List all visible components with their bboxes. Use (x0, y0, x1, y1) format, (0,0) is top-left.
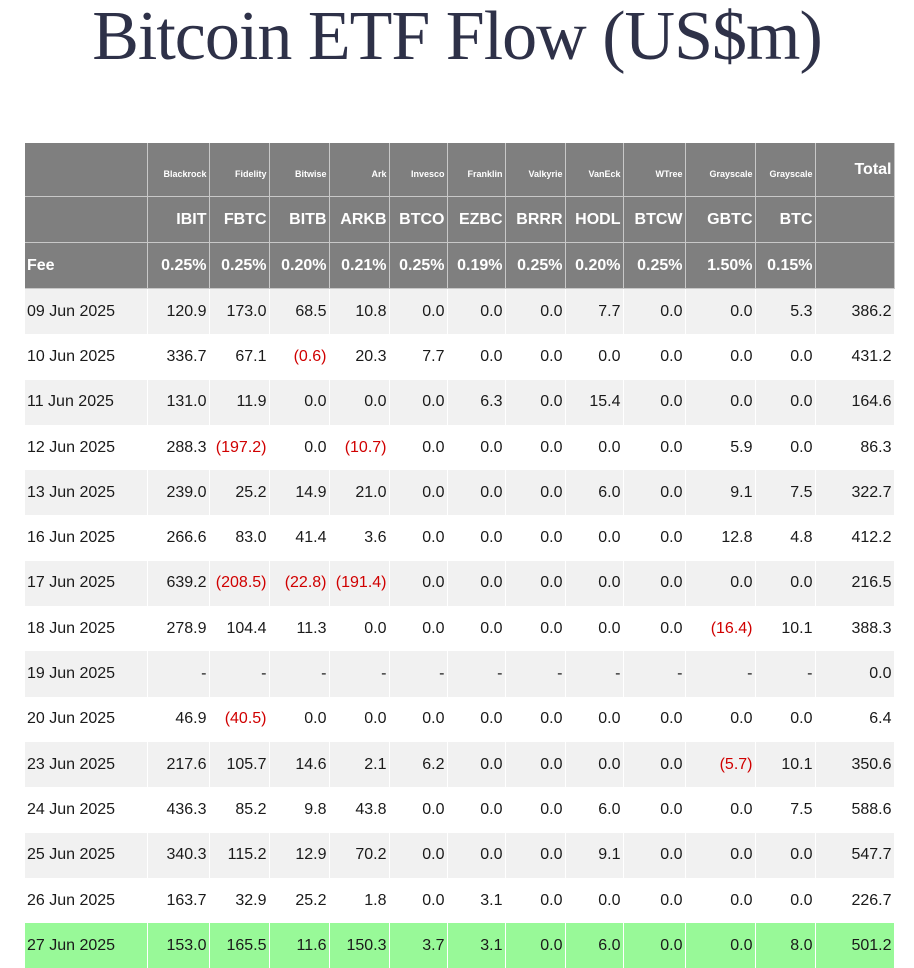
flow-value-cell: 288.3 (147, 425, 209, 470)
ticker-header: BITB (269, 197, 329, 243)
flow-value-cell: 0.0 (623, 787, 685, 832)
flow-value-cell: 0.0 (623, 923, 685, 968)
provider-header: Franklin (447, 143, 505, 197)
row-total: 501.2 (815, 923, 894, 968)
flow-value-cell: 0.0 (447, 470, 505, 515)
fee-total-cell (815, 243, 894, 289)
flow-value-cell: 0.0 (505, 289, 565, 335)
fee-cell: 0.25% (505, 243, 565, 289)
row-total: 216.5 (815, 561, 894, 606)
row-total: 0.0 (815, 651, 894, 696)
row-date: 19 Jun 2025 (25, 651, 147, 696)
flow-value-cell: 0.0 (447, 697, 505, 742)
flow-value-cell: 0.0 (389, 697, 447, 742)
flow-value-cell: 0.0 (389, 833, 447, 878)
flow-value-cell: 0.0 (447, 742, 505, 787)
flow-value-cell: 3.6 (329, 515, 389, 560)
ticker-header: HODL (565, 197, 623, 243)
row-date: 16 Jun 2025 (25, 515, 147, 560)
flow-value-cell: 0.0 (685, 380, 755, 425)
provider-header: Blackrock (147, 143, 209, 197)
flow-value-cell: 336.7 (147, 334, 209, 379)
row-date: 11 Jun 2025 (25, 380, 147, 425)
flow-value-cell: 9.1 (565, 833, 623, 878)
flow-value-cell: 0.0 (685, 289, 755, 335)
flow-value-cell: - (389, 651, 447, 696)
provider-header: Fidelity (209, 143, 269, 197)
flow-value-cell: 0.0 (269, 380, 329, 425)
flow-value-cell: 32.9 (209, 878, 269, 923)
ticker-header: EZBC (447, 197, 505, 243)
flow-value-cell: 15.4 (565, 380, 623, 425)
row-date: 20 Jun 2025 (25, 697, 147, 742)
row-total: 588.6 (815, 787, 894, 832)
flow-value-cell: 6.0 (565, 787, 623, 832)
ticker-header: BTC (755, 197, 815, 243)
ticker-header: BRRR (505, 197, 565, 243)
row-date: 23 Jun 2025 (25, 742, 147, 787)
flow-value-cell: 0.0 (623, 606, 685, 651)
flow-value-cell: 41.4 (269, 515, 329, 560)
flow-value-cell: 0.0 (505, 561, 565, 606)
row-date: 26 Jun 2025 (25, 878, 147, 923)
flow-value-cell: - (209, 651, 269, 696)
table-row (25, 651, 894, 696)
flow-value-cell: 7.7 (389, 334, 447, 379)
flow-value-cell: (22.8) (269, 561, 329, 606)
row-date: 09 Jun 2025 (25, 289, 147, 335)
fee-cell: 0.25% (389, 243, 447, 289)
flow-value-cell: 0.0 (447, 425, 505, 470)
flow-value-cell: 0.0 (685, 923, 755, 968)
flow-value-cell: 0.0 (623, 289, 685, 335)
flow-value-cell: 0.0 (447, 561, 505, 606)
provider-row (25, 143, 894, 197)
flow-value-cell: 83.0 (209, 515, 269, 560)
row-date: 10 Jun 2025 (25, 334, 147, 379)
flow-value-cell: 0.0 (505, 787, 565, 832)
flow-value-cell: 0.0 (269, 425, 329, 470)
flow-value-cell: - (755, 651, 815, 696)
flow-value-cell: 278.9 (147, 606, 209, 651)
ticker-header: ARKB (329, 197, 389, 243)
table-row (25, 606, 894, 651)
provider-header: VanEck (565, 143, 623, 197)
flow-value-cell: 0.0 (505, 334, 565, 379)
row-total: 164.6 (815, 380, 894, 425)
flow-value-cell: 0.0 (565, 878, 623, 923)
row-date: 18 Jun 2025 (25, 606, 147, 651)
flow-value-cell: 0.0 (389, 425, 447, 470)
provider-header: Invesco (389, 143, 447, 197)
flow-value-cell: 104.4 (209, 606, 269, 651)
flow-value-cell: (208.5) (209, 561, 269, 606)
flow-value-cell: 0.0 (623, 334, 685, 379)
flow-value-cell: 0.0 (505, 425, 565, 470)
flow-value-cell: 0.0 (685, 833, 755, 878)
flow-value-cell: 11.3 (269, 606, 329, 651)
table-row (25, 742, 894, 787)
row-total: 386.2 (815, 289, 894, 335)
flow-value-cell: (5.7) (685, 742, 755, 787)
flow-value-cell: 7.5 (755, 470, 815, 515)
row-date: 24 Jun 2025 (25, 787, 147, 832)
flow-value-cell: 67.1 (209, 334, 269, 379)
flow-value-cell: 6.0 (565, 923, 623, 968)
flow-value-cell: 6.0 (565, 470, 623, 515)
total-header: Total (815, 143, 894, 197)
flow-value-cell: 0.0 (623, 515, 685, 560)
flow-value-cell: 0.0 (447, 334, 505, 379)
fee-cell: 0.20% (565, 243, 623, 289)
flow-value-cell: (0.6) (269, 334, 329, 379)
flow-value-cell: 0.0 (389, 470, 447, 515)
flow-value-cell: 3.7 (389, 923, 447, 968)
flow-value-cell: 10.1 (755, 606, 815, 651)
ticker-header: GBTC (685, 197, 755, 243)
flow-value-cell: 8.0 (755, 923, 815, 968)
flow-value-cell: 0.0 (755, 380, 815, 425)
fee-cell: 0.25% (209, 243, 269, 289)
table-row (25, 787, 894, 832)
provider-corner-cell (25, 143, 147, 197)
flow-value-cell: 0.0 (269, 697, 329, 742)
provider-header: WTree (623, 143, 685, 197)
flow-value-cell: 0.0 (505, 515, 565, 560)
flow-value-cell: 9.1 (685, 470, 755, 515)
ticker-header: BTCW (623, 197, 685, 243)
flow-value-cell: 0.0 (389, 561, 447, 606)
fee-cell: 0.25% (623, 243, 685, 289)
flow-value-cell: 0.0 (685, 787, 755, 832)
flow-value-cell: - (565, 651, 623, 696)
flow-value-cell: 0.0 (329, 697, 389, 742)
row-total: 322.7 (815, 470, 894, 515)
flow-value-cell: 0.0 (623, 878, 685, 923)
flow-value-cell: 0.0 (329, 606, 389, 651)
fee-cell: 0.21% (329, 243, 389, 289)
flow-value-cell: 0.0 (389, 515, 447, 560)
flow-value-cell: 2.1 (329, 742, 389, 787)
flow-value-cell: 0.0 (565, 697, 623, 742)
flow-value-cell: 3.1 (447, 878, 505, 923)
flow-value-cell: 266.6 (147, 515, 209, 560)
flow-value-cell: (197.2) (209, 425, 269, 470)
flow-value-cell: 0.0 (505, 833, 565, 878)
row-total: 6.4 (815, 697, 894, 742)
flow-value-cell: 0.0 (565, 425, 623, 470)
flow-value-cell: 120.9 (147, 289, 209, 335)
flow-value-cell: 5.3 (755, 289, 815, 335)
flow-value-cell: 6.3 (447, 380, 505, 425)
flow-value-cell: 436.3 (147, 787, 209, 832)
flow-value-cell: 14.6 (269, 742, 329, 787)
table-body (25, 289, 894, 968)
flow-value-cell: - (447, 651, 505, 696)
flow-value-cell: 0.0 (565, 334, 623, 379)
flow-value-cell: 0.0 (389, 606, 447, 651)
flow-value-cell: (191.4) (329, 561, 389, 606)
flow-value-cell: 85.2 (209, 787, 269, 832)
flow-value-cell: 9.8 (269, 787, 329, 832)
flow-value-cell: 0.0 (329, 380, 389, 425)
flow-value-cell: 0.0 (623, 380, 685, 425)
flow-value-cell: 11.6 (269, 923, 329, 968)
fee-row (25, 243, 894, 289)
row-total: 86.3 (815, 425, 894, 470)
provider-header: Grayscale (685, 143, 755, 197)
row-total: 431.2 (815, 334, 894, 379)
flow-value-cell: 0.0 (505, 878, 565, 923)
row-date: 13 Jun 2025 (25, 470, 147, 515)
flow-value-cell: 21.0 (329, 470, 389, 515)
table-row (25, 470, 894, 515)
ticker-header: BTCO (389, 197, 447, 243)
provider-header: Grayscale (755, 143, 815, 197)
ticker-row (25, 197, 894, 243)
flow-value-cell: 1.8 (329, 878, 389, 923)
fee-label: Fee (25, 243, 147, 289)
provider-header: Ark (329, 143, 389, 197)
flow-value-cell: 0.0 (565, 606, 623, 651)
flow-value-cell: 0.0 (755, 334, 815, 379)
row-total: 388.3 (815, 606, 894, 651)
flow-value-cell: 0.0 (565, 561, 623, 606)
flow-value-cell: (10.7) (329, 425, 389, 470)
flow-value-cell: 0.0 (505, 606, 565, 651)
row-date: 25 Jun 2025 (25, 833, 147, 878)
flow-value-cell: 0.0 (685, 334, 755, 379)
flow-value-cell: 0.0 (565, 515, 623, 560)
flow-value-cell: 105.7 (209, 742, 269, 787)
flow-value-cell: 7.5 (755, 787, 815, 832)
provider-header: Valkyrie (505, 143, 565, 197)
flow-value-cell: 340.3 (147, 833, 209, 878)
row-date: 27 Jun 2025 (25, 923, 147, 968)
flow-value-cell: 131.0 (147, 380, 209, 425)
flow-value-cell: 173.0 (209, 289, 269, 335)
row-date: 12 Jun 2025 (25, 425, 147, 470)
flow-value-cell: 0.0 (505, 742, 565, 787)
flow-value-cell: 25.2 (269, 878, 329, 923)
fee-cell: 0.25% (147, 243, 209, 289)
flow-value-cell: 4.8 (755, 515, 815, 560)
flow-value-cell: (40.5) (209, 697, 269, 742)
flow-value-cell: 11.9 (209, 380, 269, 425)
flow-value-cell: - (147, 651, 209, 696)
row-date: 17 Jun 2025 (25, 561, 147, 606)
flow-value-cell: 0.0 (623, 561, 685, 606)
flow-value-cell: 0.0 (623, 425, 685, 470)
flow-value-cell: - (685, 651, 755, 696)
flow-value-cell: 0.0 (623, 742, 685, 787)
flow-value-cell: 239.0 (147, 470, 209, 515)
fee-cell: 0.19% (447, 243, 505, 289)
table-row (25, 425, 894, 470)
flow-value-cell: 0.0 (447, 606, 505, 651)
table-row (25, 289, 894, 335)
flow-value-cell: 0.0 (389, 289, 447, 335)
flow-value-cell: 46.9 (147, 697, 209, 742)
flow-value-cell: 217.6 (147, 742, 209, 787)
flow-value-cell: - (269, 651, 329, 696)
flow-value-cell: 639.2 (147, 561, 209, 606)
flow-value-cell: 0.0 (505, 697, 565, 742)
row-total: 412.2 (815, 515, 894, 560)
etf-flow-table (25, 143, 895, 968)
ticker-header: IBIT (147, 197, 209, 243)
row-total: 547.7 (815, 833, 894, 878)
row-total: 350.6 (815, 742, 894, 787)
flow-value-cell: 14.9 (269, 470, 329, 515)
flow-value-cell: 70.2 (329, 833, 389, 878)
flow-value-cell: 6.2 (389, 742, 447, 787)
flow-value-cell: 0.0 (755, 878, 815, 923)
flow-value-cell: 153.0 (147, 923, 209, 968)
page-title: Bitcoin ETF Flow (US$m) (0, 0, 914, 82)
flow-value-cell: 0.0 (685, 878, 755, 923)
flow-value-cell: (16.4) (685, 606, 755, 651)
flow-value-cell: 115.2 (209, 833, 269, 878)
ticker-header: FBTC (209, 197, 269, 243)
ticker-corner-cell (25, 197, 147, 243)
flow-value-cell: 68.5 (269, 289, 329, 335)
flow-value-cell: 7.7 (565, 289, 623, 335)
flow-value-cell: 0.0 (505, 380, 565, 425)
flow-value-cell: 0.0 (447, 515, 505, 560)
flow-value-cell: - (329, 651, 389, 696)
table-row (25, 833, 894, 878)
flow-value-cell: 0.0 (389, 380, 447, 425)
table-row (25, 380, 894, 425)
flow-value-cell: 0.0 (623, 833, 685, 878)
flow-value-cell: 0.0 (755, 697, 815, 742)
ticker-total-cell (815, 197, 894, 243)
provider-header: Bitwise (269, 143, 329, 197)
table-row (25, 697, 894, 742)
flow-value-cell: 0.0 (505, 923, 565, 968)
flow-value-cell: 5.9 (685, 425, 755, 470)
flow-value-cell: 150.3 (329, 923, 389, 968)
table-row (25, 878, 894, 923)
flow-value-cell: 20.3 (329, 334, 389, 379)
flow-value-cell: 0.0 (565, 742, 623, 787)
flow-value-cell: 0.0 (447, 833, 505, 878)
fee-cell: 0.15% (755, 243, 815, 289)
table-row (25, 334, 894, 379)
table-row (25, 561, 894, 606)
table-row (25, 515, 894, 560)
flow-value-cell: 0.0 (447, 787, 505, 832)
flow-value-cell: 25.2 (209, 470, 269, 515)
flow-value-cell: 0.0 (755, 561, 815, 606)
flow-value-cell: 3.1 (447, 923, 505, 968)
flow-value-cell: 12.8 (685, 515, 755, 560)
flow-value-cell: - (623, 651, 685, 696)
fee-cell: 0.20% (269, 243, 329, 289)
row-total: 226.7 (815, 878, 894, 923)
table-row (25, 923, 894, 968)
flow-value-cell: 43.8 (329, 787, 389, 832)
table-header (25, 143, 894, 289)
flow-value-cell: 0.0 (505, 470, 565, 515)
flow-value-cell: 0.0 (755, 833, 815, 878)
flow-value-cell: - (505, 651, 565, 696)
flow-value-cell: 0.0 (623, 697, 685, 742)
flow-value-cell: 0.0 (685, 697, 755, 742)
flow-value-cell: 0.0 (447, 289, 505, 335)
flow-value-cell: 0.0 (755, 425, 815, 470)
flow-value-cell: 0.0 (389, 787, 447, 832)
flow-value-cell: 0.0 (685, 561, 755, 606)
flow-value-cell: 10.8 (329, 289, 389, 335)
flow-value-cell: 165.5 (209, 923, 269, 968)
flow-value-cell: 12.9 (269, 833, 329, 878)
flow-value-cell: 163.7 (147, 878, 209, 923)
flow-value-cell: 10.1 (755, 742, 815, 787)
flow-value-cell: 0.0 (389, 878, 447, 923)
fee-cell: 1.50% (685, 243, 755, 289)
flow-value-cell: 0.0 (623, 470, 685, 515)
